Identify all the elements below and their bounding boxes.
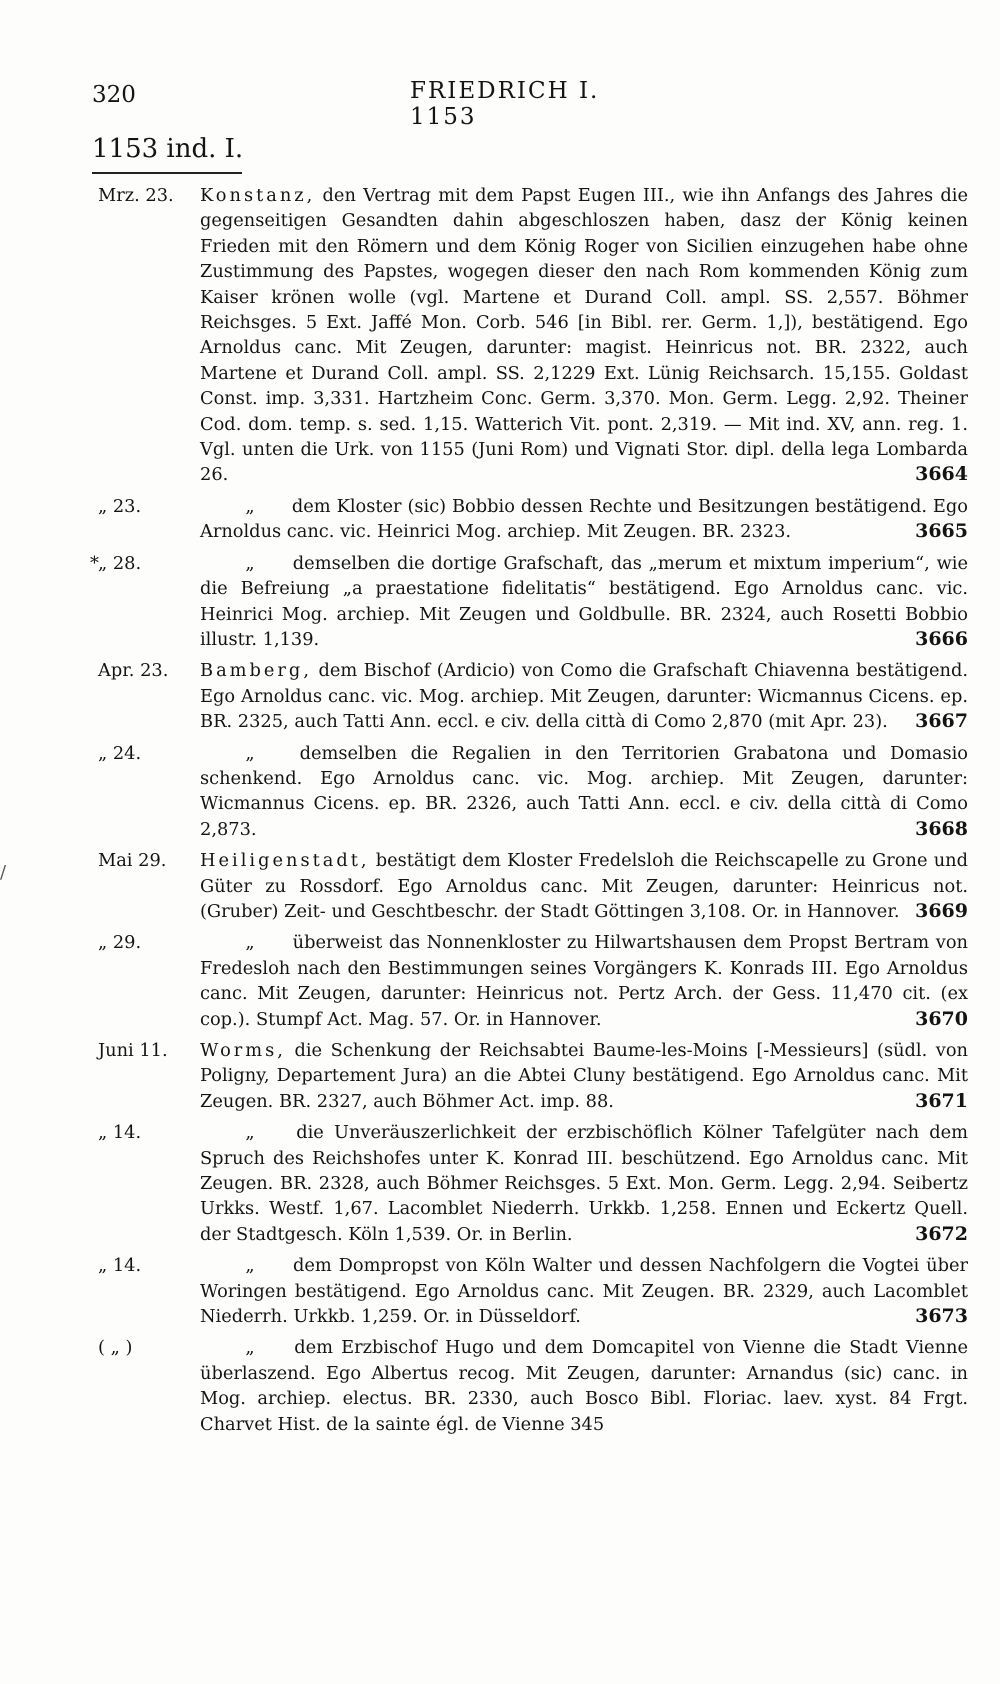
entry-mark: *	[90, 552, 99, 574]
entry-text: dem Erzbischof Hugo und dem Domcapitel von Vienne die Stadt Vienne überlaszend. Ego Albertus recog. Mit Zeugen, darunter: Arnandus (sic) canc. in Mog. archiep. electus. BR. 2330, auch Bosco Bibl. Floriac. laev. xyst. 84 Frgt. Charvet Hist. de la sainte égl. de Vienne 345	[200, 1337, 968, 1435]
regest-entry	[0, 183, 1000, 488]
regest-entry	[0, 1120, 1000, 1247]
entry-place: „	[245, 1255, 255, 1277]
regest-entry	[0, 658, 1000, 734]
regest-entry	[0, 551, 1000, 653]
entry-text: demselben die Regalien in den Territorien Grabatona und Domasio schenkend. Ego Arnoldus canc. vic. Mog. archiep. Mit Zeugen, darunter: Wicmannus Cicens. ep. BR. 2326, auch Tatti Ann. eccl. e civ. della città di Como 2,873.	[200, 742, 968, 840]
entry-text: dem Bischof (Ardicio) von Como die Grafschaft Chiavenna bestätigend. Ego Arnoldus canc. vic. Mog. archiep. Mit Zeugen, darunter: Wicmannus Cicens. ep. BR. 2325, auch Tatti Ann. eccl. e civ. della città di Como 2,870 (mit Apr. 23).	[200, 660, 968, 733]
entry-text: demselben die dortige Grafschaft, das „merum et mixtum imperium“, wie die Befreiung „a praestatione fidelitatis“ bestätigend. Ego Arnoldus canc. vic. Heinrici Mog. archiep. Mit Zeugen und Goldbulle. BR. 2324, auch Rosetti Bobbio illustr. 1,139.	[200, 552, 968, 650]
entry-date: „ 24.	[98, 742, 142, 764]
entry-place: „	[245, 1337, 255, 1359]
page-number: 320	[92, 82, 136, 108]
regest-number: 3667	[915, 710, 968, 733]
entry-place: „	[245, 552, 255, 574]
entry-date: Mrz. 23.	[98, 185, 174, 206]
regest-number: 3664	[915, 463, 968, 486]
entry-date: „ 14.	[98, 1255, 142, 1277]
entry-place: Konstanz,	[200, 185, 316, 206]
entry-text: überweist das Nonnenkloster zu Hilwartshausen dem Propst Bertram von Fredesloh nach den Bestimmungen seines Vorgängers K. Konrads III. Ego Arnoldus canc. Mit Zeugen, darunter: Heinricus not. Pertz Arch. der Gess. 11,470 cit. (ex cop.). Stumpf Act. Mag. 57. Or. in Hannover.	[200, 932, 968, 1030]
regest-number: 3666	[915, 627, 968, 650]
entry-date: Juni 11.	[98, 1040, 168, 1061]
entry-date: „ 14.	[98, 1122, 142, 1144]
regest-number: 3669	[915, 899, 968, 922]
regest-number: 3665	[915, 520, 968, 543]
entry-date: „ 28.	[98, 552, 142, 574]
entry-place: Worms,	[200, 1040, 286, 1061]
entry-text: die Unveräuszerlichkeit der erzbischöflich Kölner Tafelgüter nach dem Spruch des Reichshofes unter K. Konrad III. beschützend. Ego Arnoldus canc. Mit Zeugen. BR. 2328, auch Böhmer Reichsges. 5 Ext. Mon. Germ. Legg. 2,94. Seibertz Urkks. Westf. 1,67. Lacomblet Niederrh. Urkkb. 1,258. Ennen und Eckertz Quell. der Stadtgesch. Köln 1,539. Or. in Berlin.	[200, 1122, 968, 1245]
entry-date: „ 29.	[98, 932, 142, 954]
entry-text: bestätigt dem Kloster Fredelsloh die Reichscapelle zu Grone und Güter zu Rossdorf. Ego Arnoldus canc. Mit Zeugen, darunter: Heinricus not. (Gruber) Zeit- und Geschtbeschr. der Stadt Göttingen 3,108. Or. in Hannover.	[200, 850, 969, 922]
entry-place: „	[245, 495, 255, 517]
regest-entry	[0, 1253, 1000, 1329]
regest-entry	[0, 1038, 1000, 1114]
entry-place: „	[245, 742, 255, 764]
entry-date: Mai 29.	[98, 850, 167, 872]
entry-place: Bamberg,	[200, 660, 312, 682]
entry-place: „	[245, 932, 255, 954]
regest-number: 3671	[915, 1089, 968, 1112]
margin-mark: /	[0, 862, 7, 883]
entry-place: Heiligenstadt,	[200, 850, 370, 872]
regest-entry	[0, 494, 1000, 545]
entry-text: dem Dompropst von Köln Walter und dessen Nachfolgern die Vogtei über Woringen bestätigend. Ego Arnoldus canc. Mit Zeugen. BR. 2329, auch Lacomblet Niederrh. Urkkb. 1,259. Or. in Düsseldorf.	[200, 1255, 968, 1328]
regest-number: 3673	[915, 1305, 968, 1328]
regest-entry	[0, 1335, 1000, 1437]
regest-number: 3672	[915, 1222, 968, 1245]
regest-list	[0, 183, 1000, 1443]
entry-text: die Schenkung der Reichsabtei Baume-les-Moins [-Messieurs] (südl. von Poligny, Departement Jura) an die Abtei Cluny bestätigend. Ego Arnoldus canc. Mit Zeugen. BR. 2327, auch Böhmer Act. imp. 88.	[200, 1040, 968, 1112]
entry-place: „	[245, 1122, 255, 1144]
entry-date: ( „ )	[98, 1337, 133, 1359]
heading-rule	[92, 172, 242, 174]
regest-entry	[0, 741, 1000, 843]
section-heading: 1153 ind. I.	[92, 134, 244, 164]
entry-date: Apr. 23.	[98, 660, 169, 682]
regest-entry	[0, 930, 1000, 1032]
running-title: FRIEDRICH I. 1153	[410, 78, 600, 130]
entry-date: „ 23.	[98, 495, 142, 517]
entry-text: den Vertrag mit dem Papst Eugen III., wie ihn Anfangs des Jahres die gegenseitigen Gesandten dahin abgeschloszen haben, dasz der König keinen Frieden mit den Römern und dem König Roger von Sicilien einzugehen habe ohne Zustimmung des Papstes, wogegen dieser den nach Rom kommenden König zum Kaiser krönen wolle (vgl. Martene et Durand Coll. ampl. SS. 2,557. Böhmer Reichsges. 5 Ext. Jaffé Mon. Corb. 546 [in Bibl. rer. Germ. 1,]), bestätigend. Ego Arnoldus canc. Mit Zeugen, darunter: magist. Heinricus not. BR. 2322, auch Martene et Durand Coll. ampl. SS. 2,1229 Ext. Lünig Reichsarch. 15,155. Goldast Const. imp. 3,331. Hartzheim Conc. Germ. 3,370. Mon. Germ. Legg. 2,92. Theiner Cod. dom. temp. s. sed. 1,15. Watterich Vit. pont. 2,319. — Mit ind. XV, ann. reg. 1. Vgl. unten die Urk. von 1155 (Juni Rom) und Vignati Stor. dipl. della lega Lombarda 26.	[200, 185, 968, 486]
regest-number: 3668	[915, 817, 968, 840]
regest-number: 3670	[915, 1007, 968, 1030]
entry-text: dem Kloster (sic) Bobbio dessen Rechte und Besitzungen bestätigend. Ego Arnoldus canc. vic. Heinrici Mog. archiep. Mit Zeugen. BR. 2323.	[200, 495, 968, 543]
regest-entry	[0, 848, 1000, 924]
